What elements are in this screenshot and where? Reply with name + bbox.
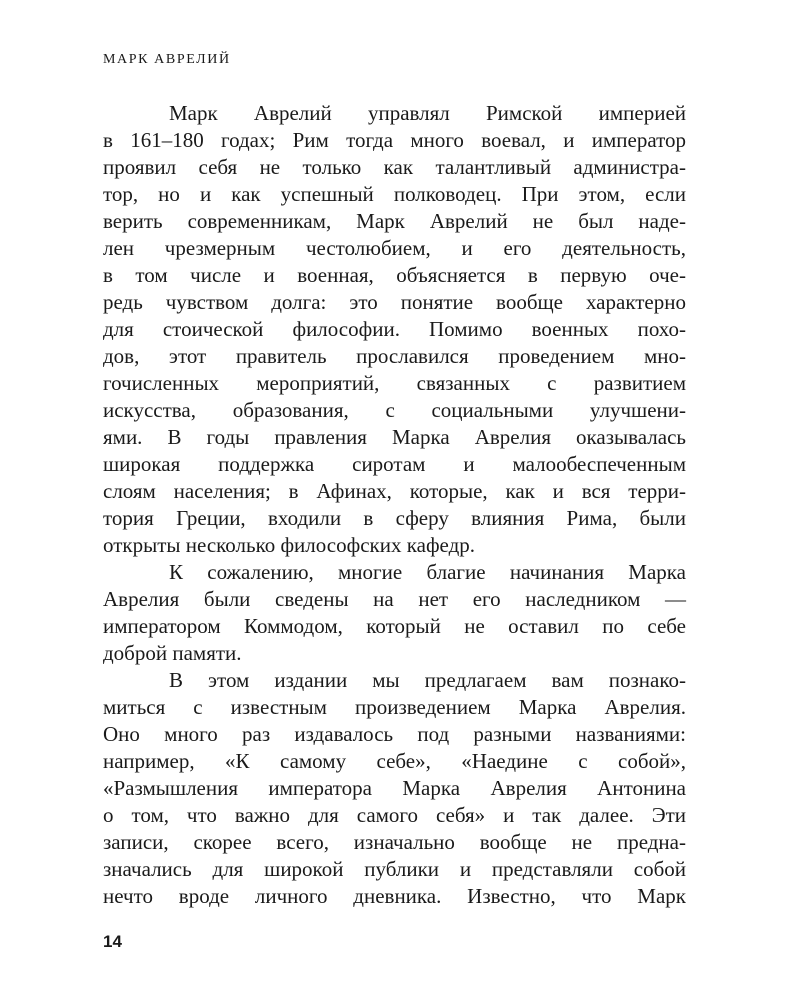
text-line: тория Греции, входили в сферу влияния Рима, были <box>103 506 686 530</box>
text-line: «Размышления императора Марка Аврелия Антонина <box>103 776 686 800</box>
text-line: редь чувством долга: это понятие вообще характерно <box>103 290 686 314</box>
text-line: записи, скорее всего, изначально вообще не предна- <box>103 830 686 854</box>
text-line: о том, что важно для самого себя» и так далее. Эти <box>103 803 686 827</box>
text-line: Аврелия были сведены на нет его наследником — <box>103 587 686 611</box>
paragraph-3 <box>103 667 686 910</box>
text-line: верить современникам, Марк Аврелий не был наде- <box>103 209 686 233</box>
page-number: 14 <box>103 932 122 951</box>
text-line: Оно много раз издавалось под разными названиями: <box>103 722 686 746</box>
text-line: доброй памяти. <box>103 641 242 665</box>
text-line: императором Коммодом, который не оставил по себе <box>103 614 686 638</box>
text-line: Марк Аврелий управлял Римской империей <box>169 101 686 125</box>
text-line: лен чрезмерным честолюбием, и его деятельность, <box>103 236 686 260</box>
text-line: миться с известным произведением Марка Аврелия. <box>103 695 686 719</box>
text-line: искусства, образования, с социальными улучшени- <box>103 398 686 422</box>
text-line: нечто вроде личного дневника. Известно, что Марк <box>103 884 686 908</box>
text-line: открыты несколько философских кафедр. <box>103 533 476 557</box>
text-line: в том числе и военная, объясняется в первую оче- <box>103 263 686 287</box>
text-line: значались для широкой публики и представляли собой <box>103 857 686 881</box>
text-line: например, «К самому себе», «Наедине с собой», <box>103 749 686 773</box>
text-line: проявил себя не только как талантливый администра- <box>103 155 686 179</box>
text-line: в 161–180 годах; Рим тогда много воевал, и император <box>103 128 686 152</box>
paragraph-2 <box>103 559 686 667</box>
text-line: тор, но и как успешный полководец. При этом, если <box>103 182 686 206</box>
text-line: К сожалению, многие благие начинания Марка <box>169 560 686 584</box>
text-line: В этом издании мы предлагаем вам познако- <box>169 668 686 692</box>
body-text <box>103 100 686 910</box>
text-line: для стоической философии. Помимо военных похо- <box>103 317 686 341</box>
text-line: дов, этот правитель прославился проведением мно- <box>103 344 686 368</box>
paragraph-1 <box>103 100 686 559</box>
text-line: ями. В годы правления Марка Аврелия оказывалась <box>103 425 686 449</box>
text-line: гочисленных мероприятий, связанных с развитием <box>103 371 686 395</box>
running-head: МАРК АВРЕЛИЙ <box>103 52 231 67</box>
text-line: слоям населения; в Афинах, которые, как и вся терри- <box>103 479 686 503</box>
text-line: широкая поддержка сиротам и малообеспеченным <box>103 452 686 476</box>
